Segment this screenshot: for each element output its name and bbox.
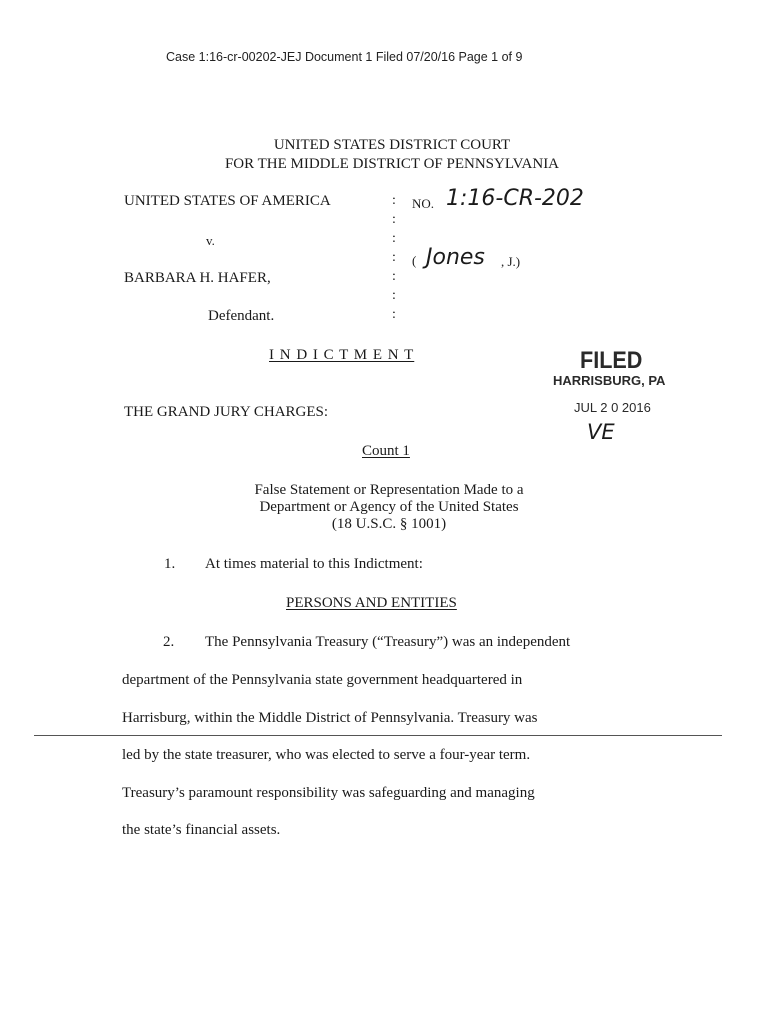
defendant-name: BARBARA H. HAFER, <box>124 270 271 286</box>
colon: : <box>392 212 396 227</box>
judge-name-handwritten: Jones <box>426 245 485 270</box>
colon: : <box>392 250 396 265</box>
indictment-title: I N D I C T M E N T <box>269 347 415 363</box>
colon: : <box>392 288 396 303</box>
colon: : <box>392 231 396 246</box>
paragraph-line: Harrisburg, within the Middle District of Pennsylvania. Treasury was <box>122 710 538 726</box>
filed-stamp-title: FILED <box>580 347 643 374</box>
paragraph-line: the state’s financial assets. <box>122 822 281 838</box>
court-name-line2: FOR THE MIDDLE DISTRICT OF PENNSYLVANIA <box>224 156 560 172</box>
versus-label: v. <box>206 233 215 248</box>
defendant-label: Defendant. <box>208 308 275 324</box>
filed-stamp-initials: VE <box>587 420 615 444</box>
count-description-line1: False Statement or Representation Made to a <box>254 482 524 498</box>
count-description-line2: Department or Agency of the United States <box>259 499 519 515</box>
case-number-handwritten: 1:16-CR-202 <box>446 186 584 211</box>
judge-open-paren: ( <box>412 253 417 268</box>
colon: : <box>392 193 396 208</box>
case-number-label: NO. <box>412 196 435 211</box>
colon: : <box>392 269 396 284</box>
paragraph-text: At times material to this Indictment: <box>205 556 423 572</box>
paragraph-first-line: The Pennsylvania Treasury (“Treasury”) was an independent <box>205 634 571 650</box>
grand-jury-charges: THE GRAND JURY CHARGES: <box>124 404 329 420</box>
paragraph-line: department of the Pennsylvania state government headquartered in <box>122 672 523 688</box>
colon: : <box>392 307 396 322</box>
filed-stamp-date: JUL 2 0 2016 <box>574 400 651 415</box>
paragraph-line: Treasury’s paramount responsibility was safeguarding and managing <box>122 785 535 801</box>
scan-fold-line <box>34 735 722 736</box>
paragraph-line: led by the state treasurer, who was elected to serve a four-year term. <box>122 747 531 763</box>
judge-suffix: , J.) <box>501 254 521 269</box>
case-header: Case 1:16-cr-00202-JEJ Document 1 Filed 07/20/16 Page 1 of 9 <box>166 50 523 64</box>
count-title: Count 1 <box>362 443 410 459</box>
court-name-line1: UNITED STATES DISTRICT COURT <box>273 137 511 153</box>
plaintiff-name: UNITED STATES OF AMERICA <box>124 193 331 209</box>
paragraph-number: 2. <box>163 634 175 650</box>
paragraph-number: 1. <box>164 556 176 572</box>
count-statute: (18 U.S.C. § 1001) <box>331 516 447 532</box>
section-heading: PERSONS AND ENTITIES <box>286 595 457 611</box>
filed-stamp-location: HARRISBURG, PA <box>553 373 666 388</box>
